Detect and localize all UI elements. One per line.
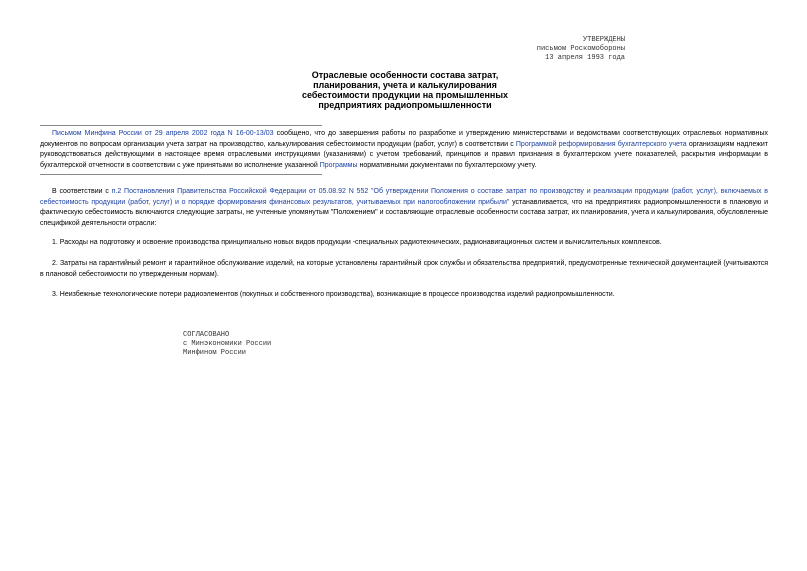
note-text-3: нормативными документами по бухгалтерскому учету. <box>357 161 537 169</box>
approval-line-2: письмом Роскомобороны <box>536 45 625 53</box>
agreement-line-3: Минфином России <box>183 349 247 357</box>
list-item-1: 1. Расходы на подготовку и освоение производства принципиально новых видов продукции -специальных радиотехнических, радионавигационных систем и вычислительных комплексов. <box>52 239 662 246</box>
government-decree-link[interactable]: п.2 Постановления Правительства Российской Федерации от 05.08.92 N 552 "Об утверждении Положения о составе затрат по производству и реализации продукции (работ, услуг), включаемых в себестоимость продукции (работ, услуг) и о порядке формирования финансовых результатов, учитываемых при налогообложении прибыли" <box>40 188 768 206</box>
agreement-stamp <box>183 331 271 358</box>
list-item-3: 3. Неизбежные технологические потери радиоэлементов (покупных и собственного производства), возникающие в процессе производства изделий радиопромышленности. <box>52 291 615 298</box>
approval-line-3: 13 апреля 1993 года <box>545 54 625 62</box>
intro-text-1: В соответствии с <box>52 188 112 195</box>
program-link[interactable]: Программы <box>319 161 358 169</box>
divider-bottom <box>40 174 322 175</box>
list-item-2: 2. Затраты на гарантийный ремонт и гарантийное обслуживание изделий, на которые установлены гарантийный срок службы и обязательства предприятий, предусмотренные технической документацией (учитываются в плановой себестоимости по утвержденным нормам). <box>40 260 768 278</box>
agreement-line-2: с Минэкономики России <box>183 340 272 348</box>
divider-top <box>40 125 322 126</box>
title-line-3: себестоимости продукции на промышленных <box>301 90 509 100</box>
editorial-note <box>40 129 768 171</box>
note-text-2: организациям надлежит руководствоваться действующими в настоящее время отраслевыми инструкциями (указаниями) с учетом требований, принципов и правил признания в бухгалтерском учете показателей, раскрытия информации в бухгалтерской отчетности в соответствии с уже принятыми во исполнение указанной <box>40 140 768 169</box>
agreement-line-1: СОГЛАСОВАНО <box>183 331 230 339</box>
title-line-4: предприятиях радиопромышленности <box>318 100 492 110</box>
reform-program-link[interactable]: Программой реформирования бухгалтерского учета <box>515 140 687 148</box>
note-text-1: сообщено, что до завершения работы по разработке и утверждению министерствами и ведомствами соответствующих отраслевых нормативных документов по вопросам организации учета затрат на производство, калькулирования себестоимости продукции (работ, услуг) в соответствии с <box>40 130 769 148</box>
intro-paragraph <box>40 187 768 229</box>
document-title <box>260 70 550 110</box>
title-line-1: Отраслевые особенности состава затрат, <box>311 70 499 80</box>
approval-line-1: УТВЕРЖДЕНЫ <box>582 36 625 44</box>
title-line-2: планирования, учета и калькулирования <box>313 80 497 90</box>
intro-text-2: устанавливается, что на предприятиях радиопромышленности в плановую и фактическую себестоимость включаются следующие затраты, не учтенные упомянутым "Положением" и составляющие отраслевые особенности состава затрат, их планирования, учета и калькулирования, обусловленные спецификой деятельности отрасли: <box>40 198 768 227</box>
ministry-letter-link[interactable]: Письмом Минфина России от 29 апреля 2002 года N 16-00-13/03 <box>52 130 274 137</box>
approval-stamp <box>537 36 625 63</box>
